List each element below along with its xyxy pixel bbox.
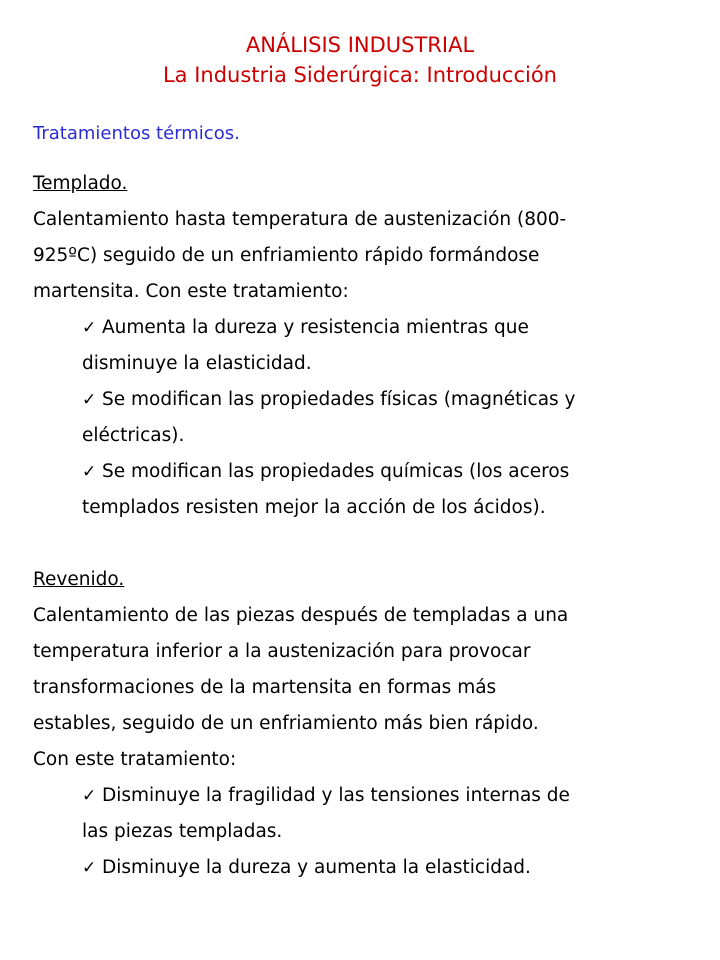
slide-header [0,30,720,90]
revenido-text-line: Calentamiento de las piezas después de templadas a una [33,605,569,626]
bullet-text: Aumenta la dureza y resistencia mientras que [102,317,529,338]
check-icon: ✓ [82,390,97,410]
revenido-bullet-2 [82,854,531,882]
bullet-continuation: templados resisten mejor la acción de los ácidos). [82,497,546,518]
bullet-text: Disminuye la fragilidad y las tensiones internas de [102,785,570,806]
templado-bullet-1 [82,314,529,342]
templado-bullet-2 [82,386,576,414]
templado-bullet-3 [82,458,569,486]
bullet-continuation: las piezas templadas. [82,821,283,842]
section-title: Tratamientos térmicos. [33,123,240,144]
bullet-text: Disminuye la dureza y aumenta la elasticidad. [102,857,531,878]
bullet-text: Se modifican las propiedades físicas (magnéticas y [102,389,576,410]
revenido-text-line: temperatura inferior a la austenización para provocar [33,641,531,662]
check-icon: ✓ [82,786,97,806]
revenido-text-line: transformaciones de la martensita en formas más [33,677,497,698]
bullet-continuation: eléctricas). [82,425,185,446]
templado-heading: Templado. [33,173,128,194]
page-subtitle: La Industria Siderúrgica: Introducción [162,63,557,87]
revenido-bullet-1 [82,782,570,810]
revenido-text-line: Con este tratamiento: [33,749,237,770]
templado-text-line: martensita. Con este tratamiento: [33,281,349,302]
page-title: ANÁLISIS INDUSTRIAL [245,33,475,57]
templado-text-line: Calentamiento hasta temperatura de austenización (800- [33,209,567,230]
check-icon: ✓ [82,318,97,338]
revenido-heading: Revenido. [33,569,125,590]
templado-text-line: 925ºC) seguido de un enfriamiento rápido formándose [33,245,540,266]
bullet-text: Se modifican las propiedades químicas (los aceros [102,461,570,482]
check-icon: ✓ [82,858,97,878]
bullet-continuation: disminuye la elasticidad. [82,353,312,374]
revenido-text-line: estables, seguido de un enfriamiento más bien rápido. [33,713,539,734]
check-icon: ✓ [82,462,97,482]
